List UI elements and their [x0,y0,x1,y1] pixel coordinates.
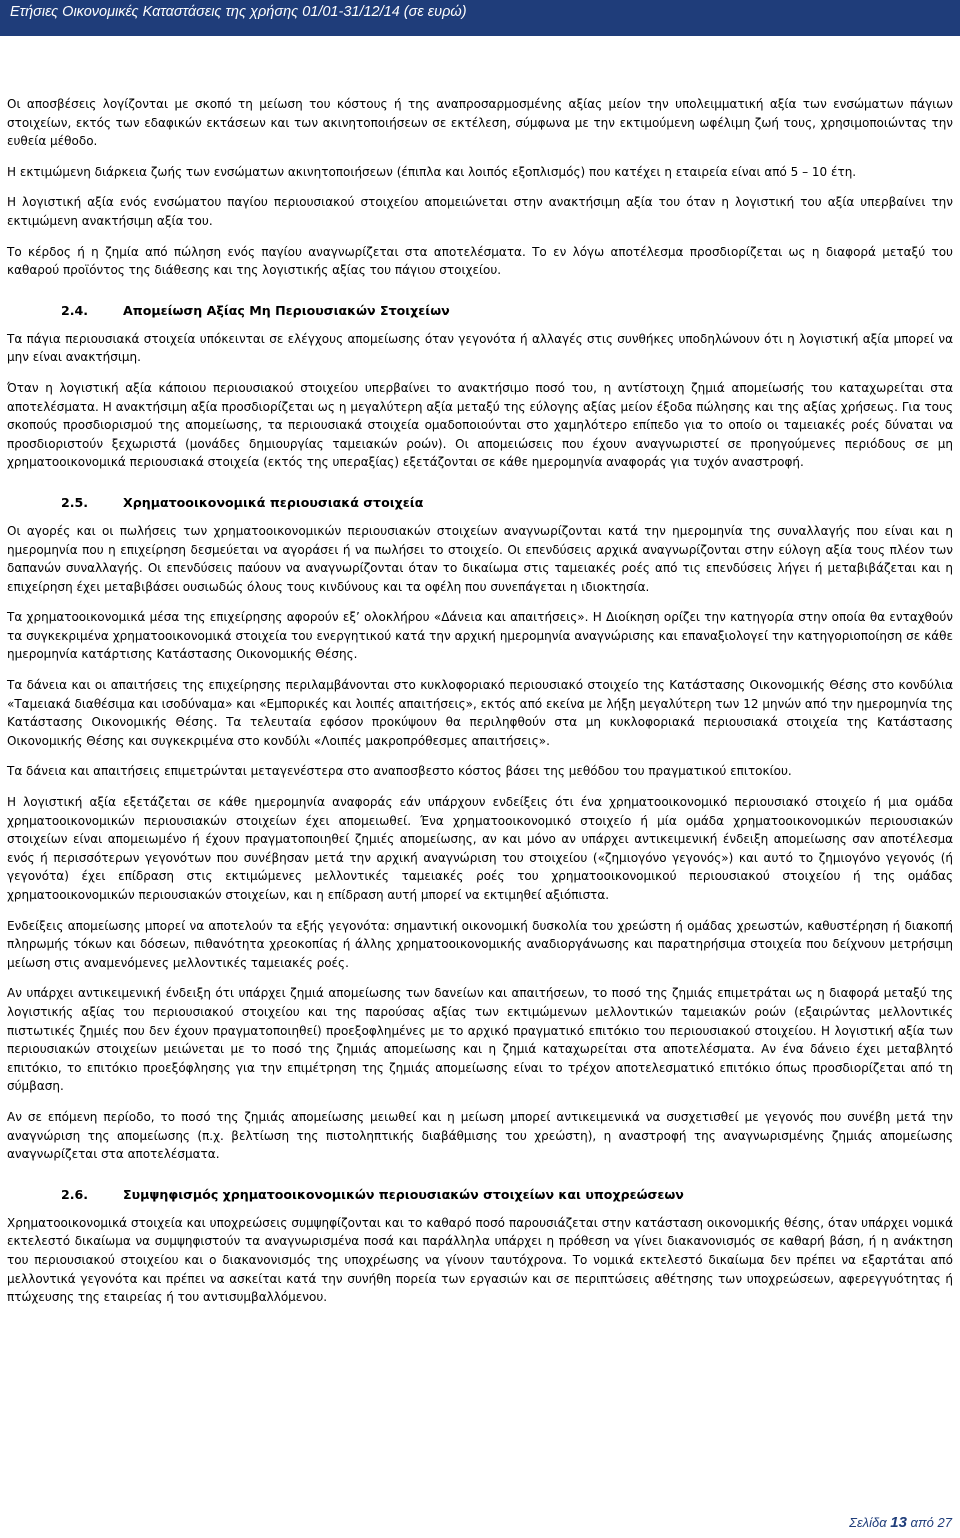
paragraph: Αν σε επόμενη περίοδο, το ποσό της ζημιάς απομείωσης μειωθεί και η μείωση μπορεί αντικειμενικά να συσχετισθεί με γεγονός που συνέβη μετά την αναγνώριση της απομείωσης (π.χ. βελτίωση της πιστοληπτικής διαβάθμισης του χρεώστη), η αναστροφή της αναγνωρισμένης ζημιάς απομείωσης αναγνωρίζεται στα αποτελέσματα. [7,1109,953,1162]
paragraph: Η λογιστική αξία εξετάζεται σε κάθε ημερομηνία αναφοράς εάν υπάρχουν ενδείξεις ότι ένα χρηματοοικονομικό περιουσιακό στοιχείο ή μια ομάδα χρηματοοικονομικών περιουσιακών στοιχείων έχει απομειωθεί. Ένα χρηματοοικονομικό στοιχείο ή μία ομάδα χρηματοοικονομικών περιουσιακών στοιχείων είναι απομειωμένο ή έχουν πραγματοποιηθεί ζημιές απομείωσης, αν και μόνο αν υπάρχει αντικειμενική ένδειξη απομείωσης σαν αποτέλεσμα ενός ή περισσότερων γεγονότων που συνέβησαν μετά την αρχική αναγνώριση του στοιχείου («ζημιογόνο γεγονός») και αυτό το ζημιογόνο γεγονός (ή γεγονότα) έχει επίδραση στις εκτιμώμενες μελλοντικές ταμειακές ροές του χρηματοοικονομικού περιουσιακού στοιχείου ή της ομάδας χρηματοοικονομικών περιουσιακών στοιχείων, και η επίδραση αυτή μπορεί να εκτιμηθεί αξιόπιστα. [7,795,953,902]
section-heading-2-5 [7,494,953,512]
paragraph: Η εκτιμώμενη διάρκεια ζωής των ενσώματων ακινητοποιήσεων (έπιπλα και λοιπός εξοπλισμός) που κατέχει η εταιρεία είναι από 5 – 10 έτη. [7,164,857,179]
header-title: Ετήσιες Οικονομικές Καταστάσεις της χρήσης 01/01-31/12/14 (σε ευρώ) [10,4,467,20]
paragraph: Το κέρδος ή η ζημία από πώληση ενός παγίου αναγνωρίζεται στα αποτελέσματα. Το εν λόγω αποτέλεσμα προσδιορίζεται ως η διαφορά μεταξύ του καθαρού προϊόντος της διάθεσης και της λογιστικής αξίας του πάγιου στοιχείου. [7,244,953,278]
section-number: 2.6. [61,1186,89,1202]
footer-middle: από [910,1515,934,1530]
paragraph: Ενδείξεις απομείωσης μπορεί να αποτελούν τα εξής γεγονότα: σημαντική οικονομική δυσκολία του χρεώστη ή ομάδας χρεωστών, καθυστέρηση ή διακοπή πληρωμής τόκων και δόσεων, πιθανότητα χρεοκοπίας ή άλλης χρηματοοικονομικής αναδιοργάνωσης και παρατηρήσιμα στοιχεία που δείχνουν μετρήσιμη μείωση στις αναμενόμενες μελλοντικές ταμειακές ροές. [7,918,953,970]
paragraph: Τα δάνεια και οι απαιτήσεις της επιχείρησης περιλαμβάνονται στο κυκλοφοριακό περιουσιακό στοιχείο της Κατάστασης Οικονομικής Θέσης στο κονδύλια «Ταμειακά διαθέσιμα και ισοδύναμα» και «Εμπορικές και λοιπές απαιτήσεις», εκτός από εκείνα με λήξη μεγαλύτερη των 12 μηνών από την ημερομηνία της Κατάστασης Οικονομικής Θέσης. Τα τελευταία εφόσον προκύψουν θα περιληφθούν στα μη κυκλοφοριακά περιουσιακά στοιχεία της Κατάστασης Οικονομικής Θέσης και συγκεκριμένα στο κονδύλι «Λοιπές μακροπρόθεσμες απαιτήσεις». [7,678,953,748]
paragraph: Τα χρηματοοικονομικά μέσα της επιχείρησης αφορούν εξ’ ολοκλήρου «Δάνεια και απαιτήσεις». Η Διοίκηση ορίζει την κατηγορία στην οποία θα ενταχθούν τα συγκεκριμένα χρηματοοικονομικά στοιχεία του ενεργητικού κατά την αρχική ημερομηνία αναγνώρισης και επαναξιολογεί την κατηγοριοποίηση σε κάθε ημερομηνία κατάρτισης Κατάστασης Οικονομικής Θέσης. [7,610,953,662]
footer-prefix: Σελίδα [849,1515,887,1530]
section-heading-2-6 [7,1186,953,1204]
document-body [7,95,953,1319]
page-header-bar [0,0,960,36]
section-heading-2-4 [7,302,953,320]
page-footer [849,1514,952,1531]
paragraph: Οι αγορές και οι πωλήσεις των χρηματοοικονομικών περιουσιακών στοιχείων αναγνωρίζονται κατά την ημερομηνία της συναλλαγής που είναι και η ημερομηνία που η επιχείρηση δεσμεύεται να αγοράσει ή να πωλήσει το στοιχείο. Οι επενδύσεις αρχικά αναγνωρίζονται στην εύλογη αξία τους πλέον των δαπανών συναλλαγής. Οι επενδύσεις παύουν να αναγνωρίζονται όταν το δικαίωμα στις ταμειακές ροές από τις επενδύσεις λήγει ή μεταβιβάζεται και η επιχείρηση έχει μεταβιβάσει ουσιωδώς όλους τους κινδύνους και τα οφέλη που συνεπάγεται η ιδιοκτησία. [7,523,953,594]
paragraph: Τα πάγια περιουσιακά στοιχεία υπόκεινται σε ελέγχους απομείωσης όταν γεγονότα ή αλλαγές στις συνθήκες υποδηλώνουν ότι η λογιστική αξία μπορεί να μην είναι ανακτήσιμη. [7,331,953,365]
paragraph: Τα δάνεια και απαιτήσεις επιμετρώνται μεταγενέστερα στο αναποσβεστο κόστος βάσει της μεθόδου του πραγματικού επιτοκίου. [7,764,792,779]
footer-total-pages: 27 [937,1515,952,1530]
footer-page-number: 13 [890,1514,907,1531]
paragraph: Χρηματοοικονομικά στοιχεία και υποχρεώσεις συμψηφίζονται και το καθαρό ποσό παρουσιάζεται στην κατάσταση οικονομικής θέσης, όταν υπάρχει νομικά εκτελεστό δικαίωμα να συμψηφιστούν τα αναγνωρισμένα ποσά και παράλληλα υπάρχει η πρόθεση να γίνει διακανονισμός σε καθαρή βάση, ή η ανάκτηση του περιουσιακού στοιχείου και ο διακανονισμός της υποχρέωσης να γίνουν ταυτόχρονα. Το νομικά εκτελεστό δικαίωμα δεν πρέπει να εξαρτάται από μελλοντικά γεγονότα και πρέπει να ασκείται κατά την συνήθη πορεία των εργασιών και σε περιπτώσεις αθέτησης των υποχρεώσεων, αφερεγγυότητας ή πτώχευσης της εταιρείας ή του αντισυμβαλλόμενου. [7,1215,953,1305]
section-title: Συμψηφισμός χρηματοοικονομικών περιουσιακών στοιχείων και υποχρεώσεων [123,1186,684,1202]
paragraph: Όταν η λογιστική αξία κάποιου περιουσιακού στοιχείου υπερβαίνει το ανακτήσιμο ποσό του, η αντίστοιχη ζημιά απομείωσής του καταχωρείται στα αποτελέσματα. Η ανακτήσιμη αξία προσδιορίζεται ως η μεγαλύτερη αξία μεταξύ της εύλογης αξίας μείον έξοδα πώλησης και της αξίας χρήσεως. Για τους σκοπούς προσδιορισμού της απομείωσης, τα περιουσιακά στοιχεία ομαδοποιούνται στο χαμηλότερο επίπεδο για το οποίο οι ταμειακές ροές δύναται να προσδιοριστούν ξεχωριστά (μονάδες δημιουργίας ταμειακών ροών). Οι απομειώσεις που έχουν αναγνωριστεί σε προηγούμενες περιόδους σε μη χρηματοοικονομικά περιουσιακά στοιχεία (εκτός της υπεραξίας) εξετάζονται σε κάθε ημερομηνία αναφοράς για τυχόν αναστροφή. [7,380,953,470]
section-number: 2.4. [61,302,89,318]
paragraph: Η λογιστική αξία ενός ενσώματου παγίου περιουσιακού στοιχείου απομειώνεται στην ανακτήσιμη αξία του όταν η λογιστική του αξία υπερβαίνει την εκτιμώμενη ανακτήσιμη αξία του. [7,195,953,228]
section-title: Απομείωση Αξίας Μη Περιουσιακών Στοιχείων [123,302,450,318]
section-number: 2.5. [61,494,89,510]
section-title: Χρηματοοικονομικά περιουσιακά στοιχεία [123,494,424,510]
paragraph: Αν υπάρχει αντικειμενική ένδειξη ότι υπάρχει ζημιά απομείωσης των δανείων και απαιτήσεων, το ποσό της ζημιάς επιμετράται ως η διαφορά μεταξύ της λογιστικής αξίας του περιουσιακού στοιχείου και της παρούσας αξίας των εκτιμώμενων μελλοντικών ταμειακών ροών (εξαιρώντας μελλοντικές πιστωτικές ζημιές που δεν έχουν πραγματοποιηθεί) προεξοφλημένες με το αρχικό πραγματικό επιτόκιο του περιουσιακού στοιχείου. Η λογιστική αξία των περιουσιακών στοιχείων μειώνεται με το ποσό της ζημιάς απομείωσης και η ζημιά καταχωρείται στα αποτελέσματα. Αν ένα δάνειο έχει μεταβλητό επιτόκιο, το επιτόκιο προεξόφλησης για την επιμέτρηση της ζημιάς απομείωσης είναι το τρέχον αποτελεσματικό επιτόκιο όπως προσδιορίζεται από τη σύμβαση. [7,986,953,1094]
paragraph: Οι αποσβέσεις λογίζονται με σκοπό τη μείωση του κόστους ή της αναπροσαρμοσμένης αξίας μείον την υπολειμματική αξία των ενσώματων πάγιων στοιχείων, εκτός των εδαφικών εκτάσεων και των ακινητοποιήσεων σε εκτέλεση, σύμφωνα με την εκτιμούμενη ωφέλιμη ζωή τους, χρησιμοποιώντας την ευθεία μέθοδο. [7,97,953,149]
